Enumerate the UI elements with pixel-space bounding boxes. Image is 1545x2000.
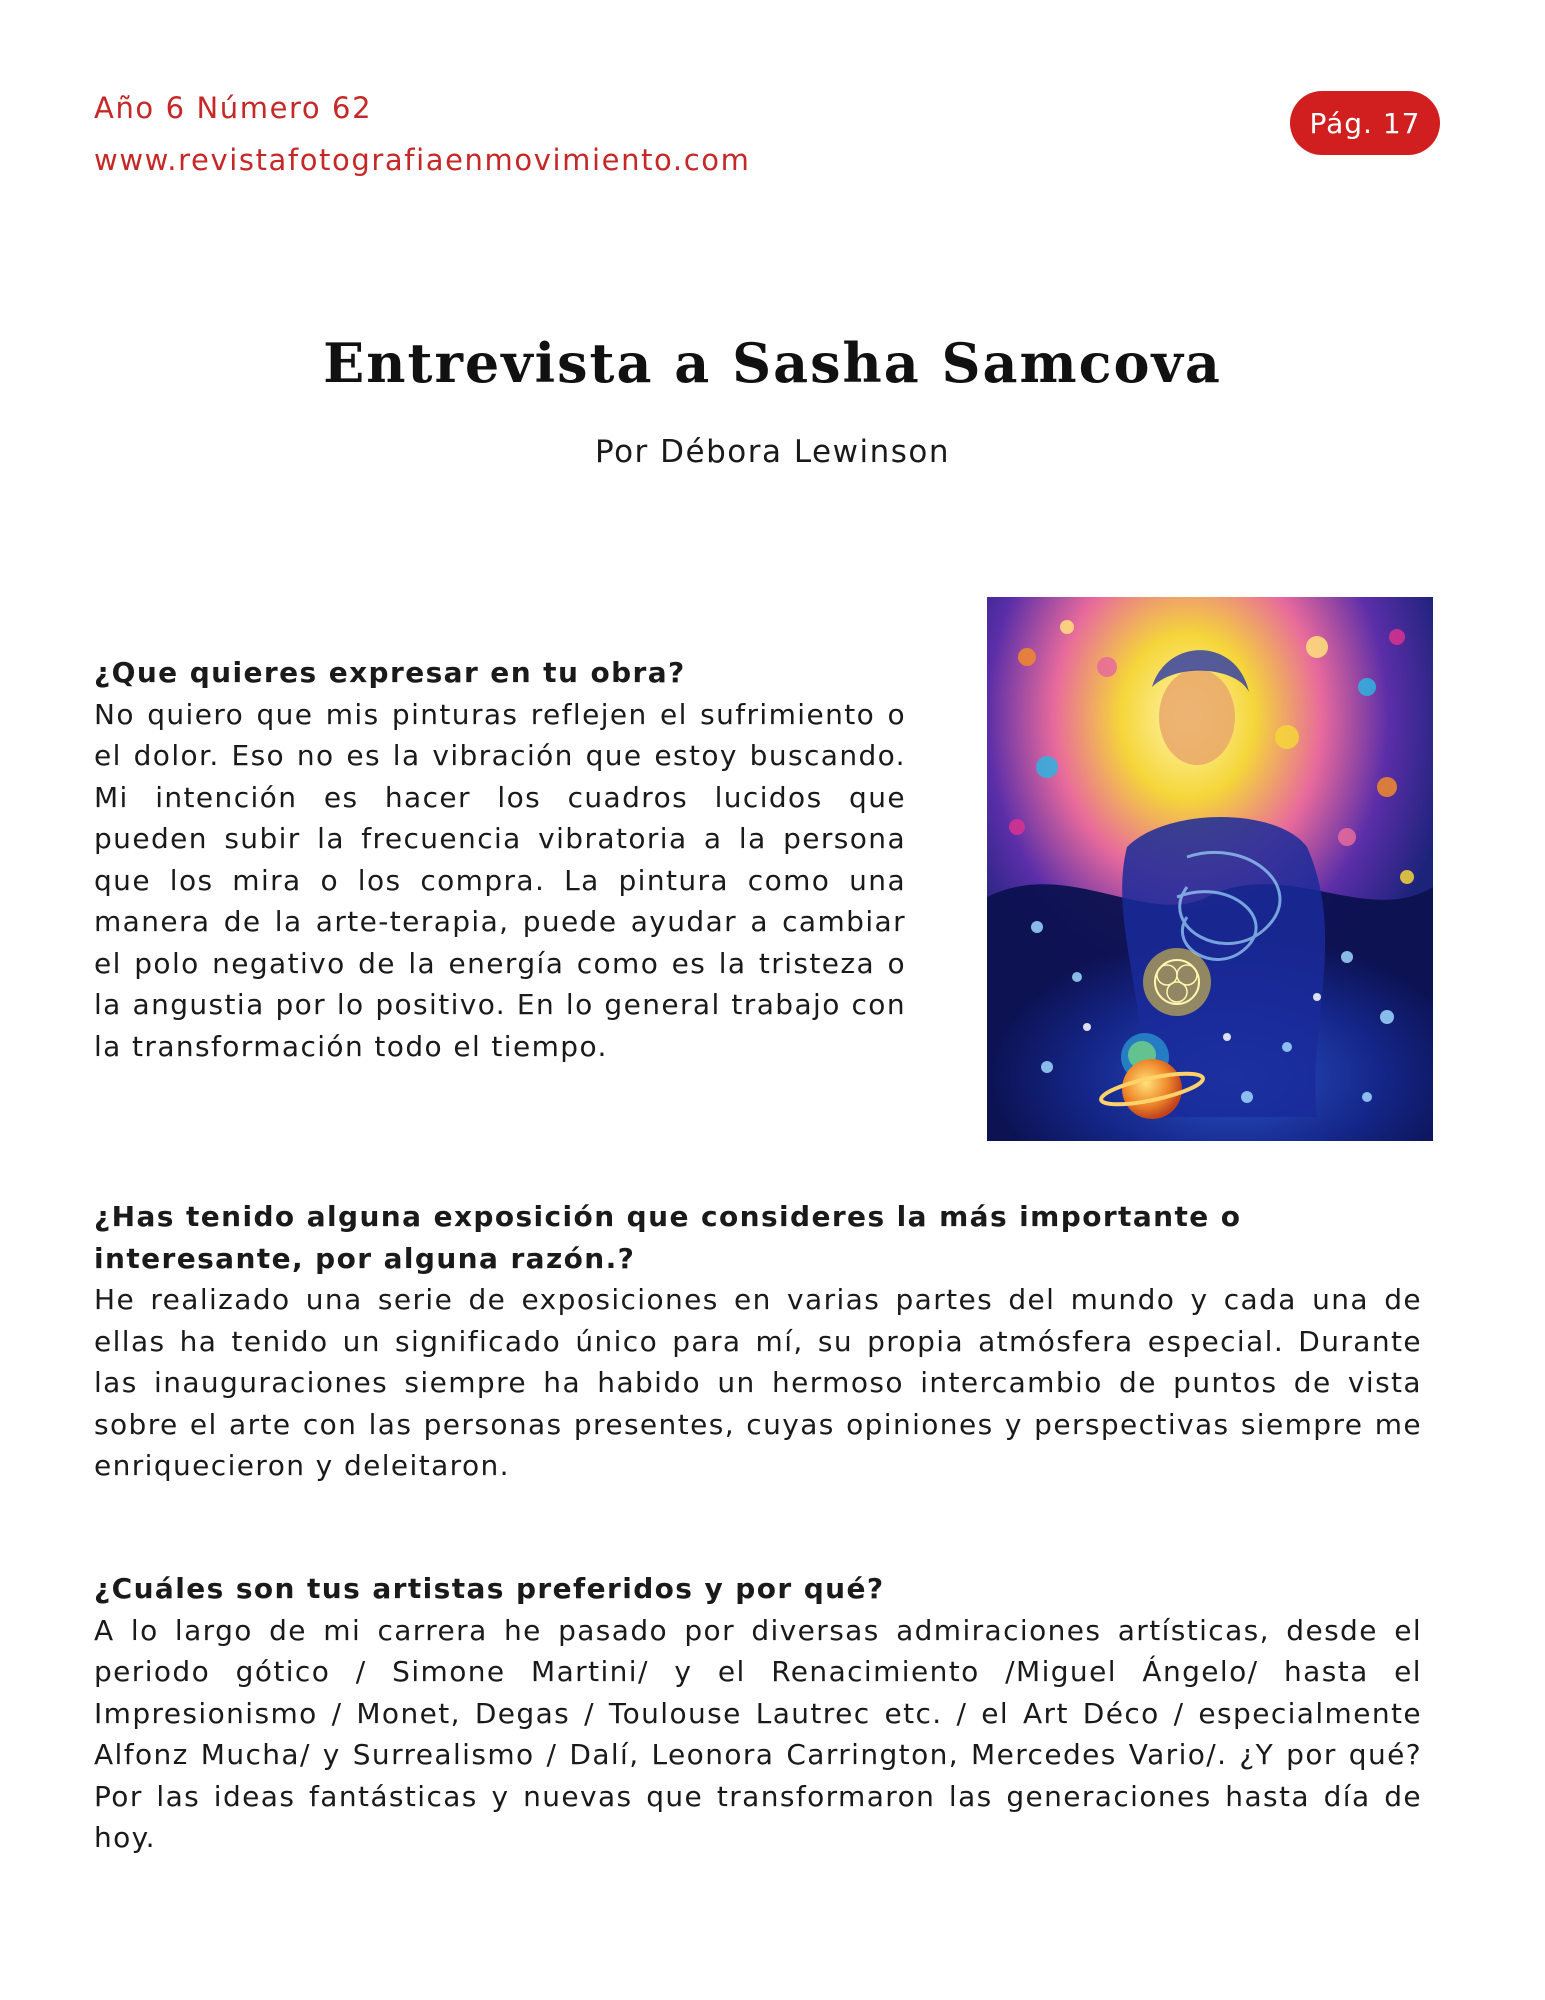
interview-section: [94, 1196, 1422, 1487]
interview-question: ¿Cuáles son tus artistas preferidos y por qué?: [94, 1572, 885, 1605]
interview-answer: He realizado una serie de exposiciones en varias partes del mundo y cada una de ellas ha tenido un significado único para mí, su propia atmósfera especial. Durante las inauguraciones siempre ha habido un hermoso intercambio de puntos de vista sobre el arte con las personas presentes, cuyas opiniones y perspectivas siempre me enriquecieron y deleitaron.: [94, 1283, 1422, 1482]
website-link[interactable]: www.revistafotografiaenmovimiento.com: [94, 143, 751, 177]
painting-image: [987, 597, 1433, 1141]
interview-answer: No quiero que mis pinturas reflejen el sufrimiento o el dolor. Eso no es la vibración que estoy buscando. Mi intención es hacer los cuadros lucidos que pueden subir la frecuencia vibratoria a la persona que los mira o los compra. La pintura como una manera de la arte-terapia, puede ayudar a cambiar el polo negativo de la energía como es la tristeza o la angustia por lo positivo. En lo general trabajo con la transformación todo el tiempo.: [94, 697, 906, 1063]
interview-section: [94, 652, 906, 1067]
article-byline: Por Débora Lewinson: [594, 434, 950, 470]
interview-answer: A lo largo de mi carrera he pasado por diversas admiraciones artísticas, desde el periodo gótico / Simone Martini/ y el Renacimiento /Miguel Ángelo/ hasta el Impresionismo / Monet, Degas / Toulouse Lautrec etc. / el Art Déco / especialmente Alfonz Mucha/ y Surrealismo / Dalí, Leonora Carrington, Mercedes Vario/. ¿Y por qué? Por las ideas fantásticas y nuevas que transformaron las generaciones hasta día de hoy.: [94, 1613, 1422, 1854]
article-title: Entrevista a Sasha Samcova: [323, 331, 1222, 395]
interview-section: [94, 1568, 1422, 1859]
interview-question: ¿Has tenido alguna exposición que consideres la más importante o interesante, por alguna razón.?: [94, 1200, 1242, 1275]
issue-header: [94, 82, 750, 186]
issue-number: Año 6 Número 62: [94, 91, 373, 125]
interview-question: ¿Que quieres expresar en tu obra?: [94, 656, 686, 689]
page-number-badge: Pág. 17: [1290, 91, 1440, 155]
